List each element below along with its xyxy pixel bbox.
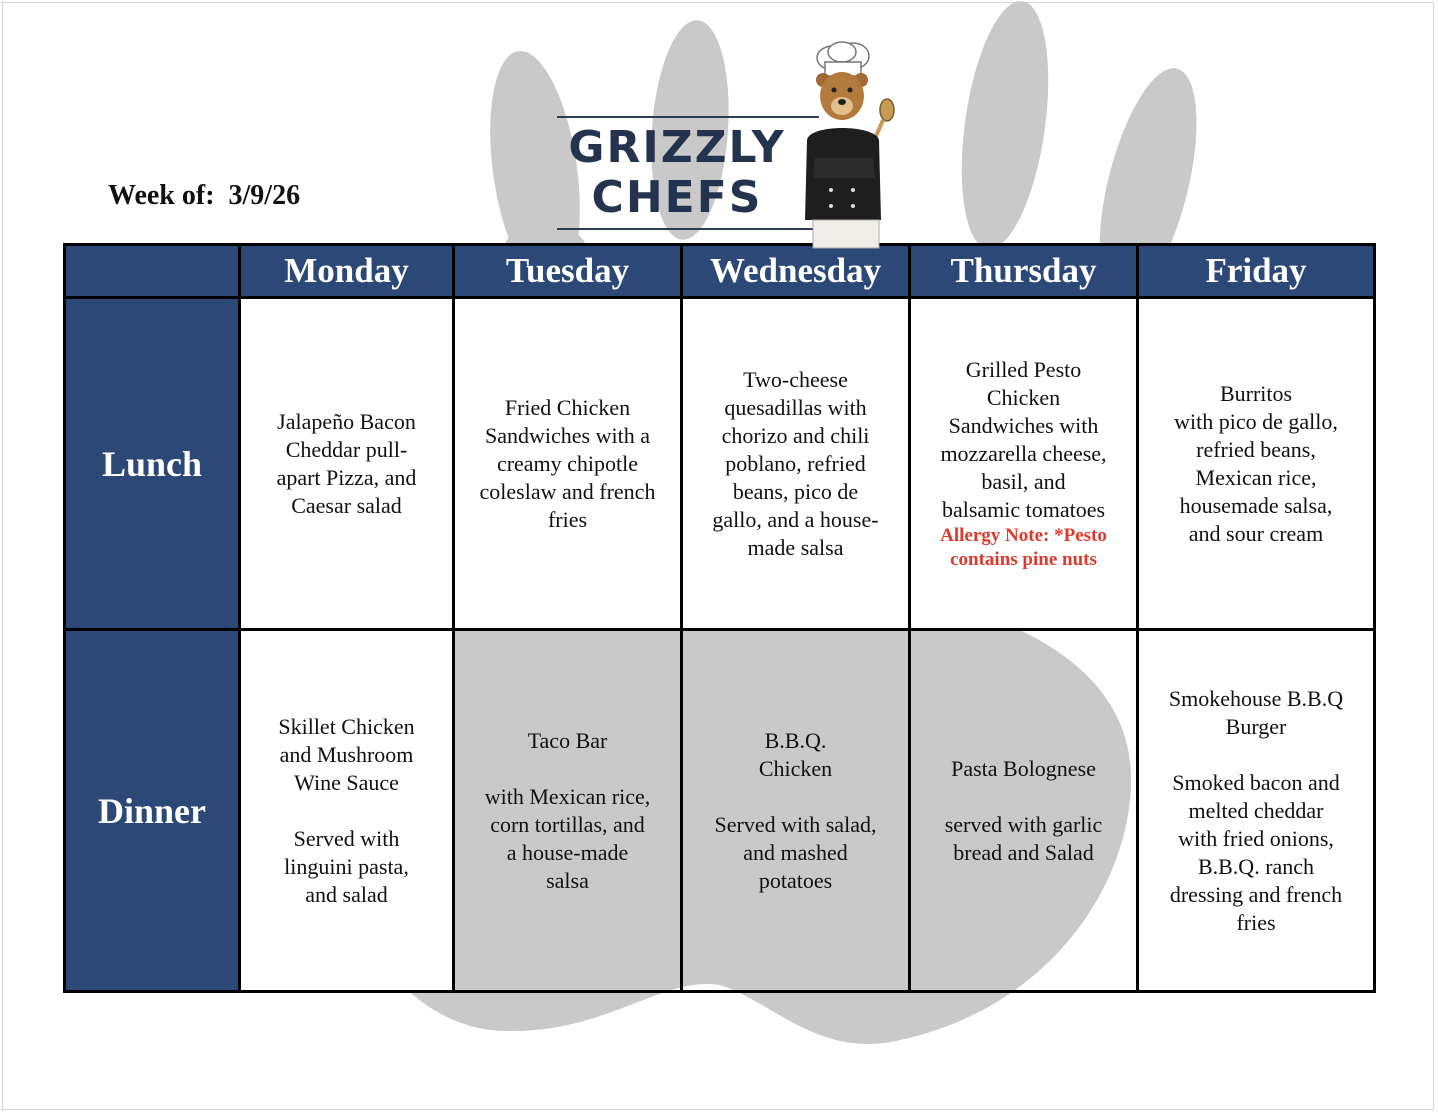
lunch-monday-cell: Jalapeño Bacon Cheddar pull- apart Pizza, and Caesar salad: [240, 298, 454, 630]
lunch-tuesday-cell: Fried Chicken Sandwiches with a creamy chipotle coleslaw and french fries: [454, 298, 682, 630]
corner-header-cell: [65, 245, 240, 298]
lunch-friday-cell: Burritos with pico de gallo, refried beans, Mexican rice, housemade salsa, and sour cream: [1138, 298, 1375, 630]
day-header-friday: Friday: [1138, 245, 1375, 298]
lunch-row-label: Lunch: [65, 298, 240, 630]
allergy-note: Allergy Note: *Pesto contains pine nuts: [940, 524, 1107, 570]
dinner-thursday-cell: Pasta Bolognese served with garlic bread and Salad: [910, 630, 1138, 992]
logo-top-rule: [557, 116, 819, 118]
logo-line-1: GRIZZLY: [568, 122, 786, 173]
day-header-monday: Monday: [240, 245, 454, 298]
dinner-monday-cell: Skillet Chicken and Mushroom Wine Sauce Served with linguini pasta, and salad: [240, 630, 454, 992]
day-header-wednesday: Wednesday: [682, 245, 910, 298]
dinner-friday-cell: Smokehouse B.B.Q Burger Smoked bacon and melted cheddar with fried onions, B.B.Q. ranch dressing and french fries: [1138, 630, 1375, 992]
dinner-row: [65, 630, 1375, 992]
dinner-wednesday-cell: B.B.Q. Chicken Served with salad, and mashed potatoes: [682, 630, 910, 992]
day-header-thursday: Thursday: [910, 245, 1138, 298]
lunch-wednesday-cell: Two-cheese quesadillas with chorizo and chili poblano, refried beans, pico de gallo, and a house- made salsa: [682, 298, 910, 630]
bear-chef-mascot-icon: [795, 40, 895, 250]
day-header-row: [65, 245, 1375, 298]
logo-bottom-rule: [557, 228, 819, 230]
lunch-thursday-cell: [910, 298, 1138, 630]
logo-line-2: CHEFS: [591, 172, 763, 223]
week-of-label: Week of: 3/9/26: [108, 180, 301, 211]
dinner-tuesday-cell: Taco Bar with Mexican rice, corn tortillas, and a house-made salsa: [454, 630, 682, 992]
lunch-thursday-text: Grilled Pesto Chicken Sandwiches with mozzarella cheese, basil, and balsamic tomatoes: [940, 356, 1107, 522]
lunch-row: [65, 298, 1375, 630]
weekly-menu-table: [63, 243, 1376, 993]
day-header-tuesday: Tuesday: [454, 245, 682, 298]
dinner-row-label: Dinner: [65, 630, 240, 992]
